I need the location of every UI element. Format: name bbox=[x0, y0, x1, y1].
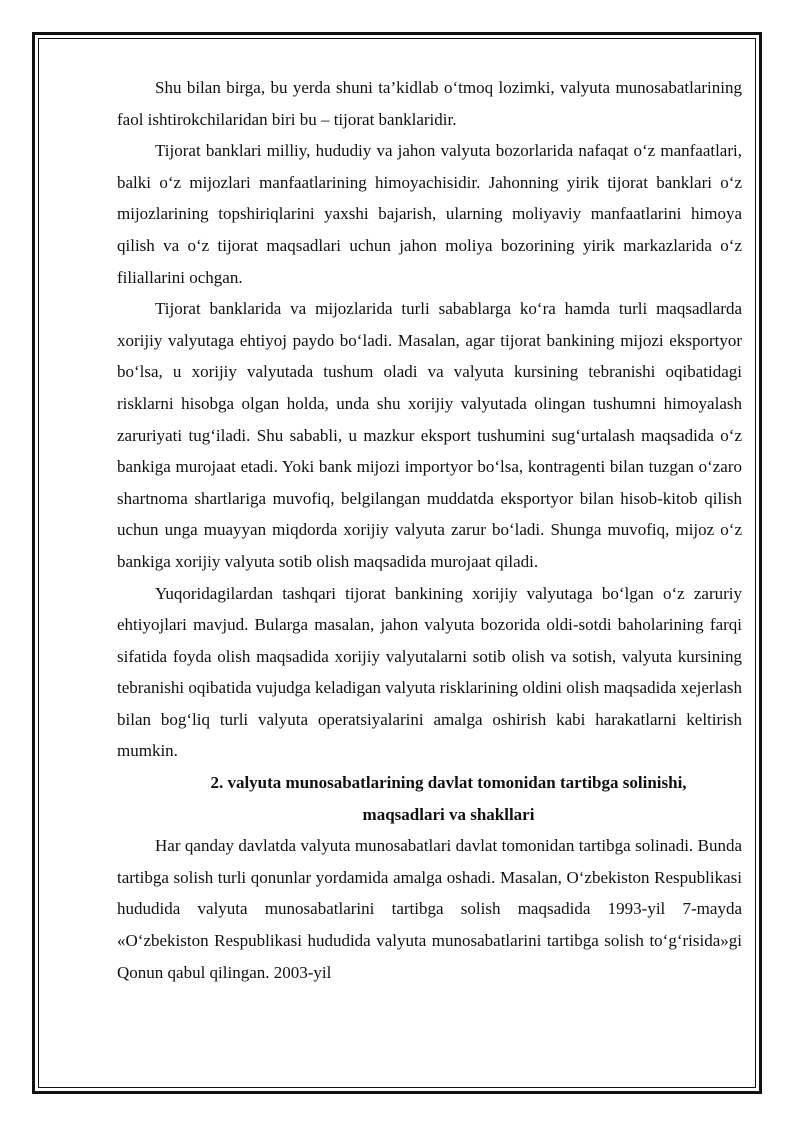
section-heading-line-2: maqsadlari va shakllari bbox=[362, 804, 535, 824]
paragraph-2: Tijorat banklari milliy, hududiy va jahon valyuta bozorlarida nafaqat o‘z manfaatlari, balki o‘z mijozlari manfaatlarining himoyachisidir. Jahonning yirik tijorat banklari o‘z mijozlarining topshiriqlarini yaxshi bajarish, ularning moliyaviy manfaatlarini himoya qilish va o‘z tijorat maqsadlari uchun jahon moliya bozorining yirik markazlarida o‘z filiallarini ochgan. bbox=[117, 141, 742, 287]
paragraph-1: Shu bilan birga, bu yerda shuni ta’kidlab o‘tmoq lozimki, valyuta munosabatlarining faol ishtirokchilaridan biri bu – tijorat banklaridir. bbox=[117, 78, 742, 129]
paragraph-4: Yuqoridagilardan tashqari tijorat bankining xorijiy valyutaga bo‘lgan o‘z zaruriy ehtiyojlari mavjud. Bularga masalan, jahon valyuta bozorida oldi-sotdi baholarining farqi sifatida foyda olish maqsadida xorijiy valyutalarni sotib olish va sotish, valyuta kursining tebranishi oqibatida vujudga keladigan valyuta risklarining oldini olish maqsadida xejerlash bilan bog‘liq turli valyuta operatsiyalarini amalga oshirish kabi harakatlarni keltirish mumkin. bbox=[117, 583, 742, 761]
paragraph-5: Har qanday davlatda valyuta munosabatlari davlat tomonidan tartibga solinadi. Bunda tartibga solish turli qonunlar yordamida amalga oshadi. Masalan, O‘zbekiston Respublikasi hududida valyuta munosabatlarini tartibga solish maqsadida 1993-yil 7-mayda «O‘zbekiston Respublikasi hududida valyuta munosabatlarini tartibga solish to‘g‘risida»gi Qonun qabul qilingan. 2003-yil bbox=[117, 836, 742, 982]
section-heading-line-1: 2. valyuta munosabatlarining davlat tomonidan tartibga solinishi, bbox=[210, 773, 687, 793]
document-body bbox=[117, 72, 742, 988]
paragraph-3: Tijorat banklarida va mijozlarida turli sabablarga ko‘ra hamda turli maqsadlarda xorijiy valyutaga ehtiyoj paydo bo‘ladi. Masalan, agar tijorat bankining mijozi eksportyor bo‘lsa, u xorijiy valyutada tushum oladi va valyuta kursining tebranishi oqibatidagi risklarni hisobga olgan holda, unda shu xorijiy valyutada olingan tushumni himoyalash zaruriyati tug‘iladi. Shu sababli, u mazkur eksport tushumini sug‘urtalash maqsadida o‘z bankiga murojaat etadi. Yoki bank mijozi importyor bo‘lsa, kontragenti bilan tuzgan o‘zaro shartnoma shartlariga muvofiq, belgilangan muddatda eksportyor bilan hisob-kitob qilish uchun unga muayyan miqdorda xorijiy valyuta zarur bo‘ladi. Shunga muvofiq, mijoz o‘z bankiga xorijiy valyuta sotib olish maqsadida murojaat qiladi. bbox=[117, 299, 742, 571]
